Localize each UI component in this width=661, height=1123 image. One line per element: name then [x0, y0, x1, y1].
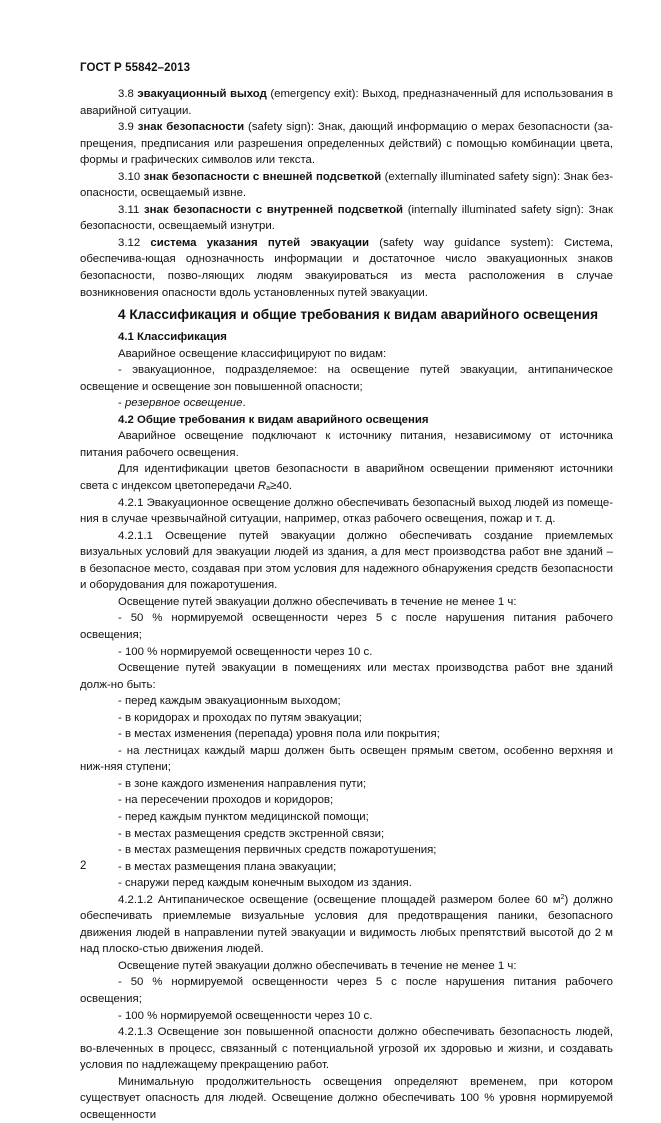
paragraph: Освещение путей эвакуации в помещениях или местах производства работ вне зданий долж-но быть:	[80, 662, 613, 691]
term-name: система указания путей эвакуации	[150, 236, 370, 249]
paragraph: Освещение путей эвакуации должно обеспечивать в течение не менее 1 ч:	[118, 959, 517, 972]
list-item: - 100 % нормируемой освещенности через 10 с.	[118, 1009, 373, 1022]
term-3-11: 3.11 знак безопасности с внутренней подсветкой (internally illuminated safety sign): Знак безопасности, освещаемый изнутри.	[80, 203, 614, 233]
list-item: - 50 % нормируемой освещенности через 5 с после нарушения питания рабочего освещения;	[80, 976, 613, 1005]
list-item: - снаружи перед каждым конечным выходом из здания.	[118, 877, 412, 890]
paragraph: Аварийное освещение подключают к источнику питания, независимому от источника питания рабочего освещения.	[80, 430, 613, 459]
list-item: - перед каждым эвакуационным выходом;	[118, 695, 341, 708]
term-3-12: 3.12 система указания путей эвакуации (safety way guidance system): Система, обеспечива-ющая однозначность информации и достаточное число эвакуационных знаков безопасности, позво-ляющих людям эвакуироваться из места расположения в случае возникновения опасности вдоль установленных путей эвакуации.	[80, 236, 614, 299]
clause-4-2-1: 4.2.1 Эвакуационное освещение должно обеспечивать безопасный выход людей из помеще-ния в случае чрезвычайной ситуации, например, отказ рабочего освещения, пожар и т. д.	[80, 496, 613, 526]
paragraph: Для идентификации цветов безопасности в аварийном освещении применяют источники света с индексом цветопередачи $R_a\ge 40$.	[80, 463, 613, 493]
term-name: знак безопасности с внешней подсветкой	[143, 170, 382, 183]
list-item: - в зоне каждого изменения направления пути;	[118, 777, 367, 790]
clause-4-2-1-2: 4.2.1.2 Антипаническое освещение (освещение площадей размером более 60 $м^2$) должно обеспечивать приемлемые визуальные условия для предотвращения паники, безопасного движения людей в направлении путей эвакуации и видимость любых препятствий высотой до 2 м над плоско-стью движения людей.	[80, 893, 613, 956]
term-3-9: 3.9 знак безопасности (safety sign): Знак, дающий информацию о мерах безопасности (за-прещения, предписания или разрешения определенных действий) с помощью комбинации цвета, формы и графических символов или текста.	[80, 121, 613, 167]
list-item: - в местах изменения (перепада) уровня пола или покрытия;	[118, 728, 440, 741]
term-3-10: 3.10 знак безопасности с внешней подсветкой (externally illuminated safety sign): Знак без-опасности, освещаемый извне.	[80, 170, 613, 200]
list-item: - эвакуационное, подразделяемое: на освещение путей эвакуации, антипаническое освещение и освещение зон повышенной опасности;	[80, 364, 613, 393]
list-item: - в местах размещения плана эвакуации;	[118, 860, 337, 873]
list-item: - резервное освещение.	[118, 397, 246, 410]
document-body	[80, 86, 613, 1123]
standard-id-header: ГОСТ Р 55842–2013	[80, 62, 191, 74]
term-name: знак безопасности	[137, 121, 245, 134]
term-name: эвакуационный выход	[137, 88, 267, 100]
page-number: 2	[80, 860, 87, 872]
list-item: - в местах размещения первичных средств пожаротушения;	[118, 844, 437, 857]
paragraph: Освещение путей эвакуации должно обеспечивать в течение не менее 1 ч:	[118, 595, 517, 608]
list-item: - на пересечении проходов и коридоров;	[118, 794, 334, 807]
list-item: - в местах размещения средств экстренной связи;	[118, 827, 385, 840]
section-4-heading: 4 Классификация и общие требования к видам аварийного освещения	[118, 307, 599, 323]
list-item: - 50 % нормируемой освещенности через 5 с после нарушения питания рабочего освещения;	[80, 612, 613, 641]
term-3-8: 3.8 эвакуационный выход (emergency exit): Выход, предназначенный для использования в аварийной ситуации.	[80, 88, 613, 117]
list-item: - 100 % нормируемой освещенности через 10 с.	[118, 645, 373, 658]
list-item: - в коридорах и проходах по путям эвакуации;	[118, 711, 362, 724]
clause-4-2-1-1: 4.2.1.1 Освещение путей эвакуации должно обеспечивать создание приемлемых визуальных условий для эвакуации людей из здания, а для мест производства работ вне зданий – в безопасное место, создавая при этом условия для надежного обнаружения средств безопасности и оборудования для пожаротушения.	[80, 529, 613, 592]
section-4-2-heading: 4.2 Общие требования к видам аварийного освещения	[118, 413, 429, 426]
term-name: знак безопасности с внутренней подсветкой	[144, 203, 404, 216]
list-item: - на лестницах каждый марш должен быть освещен прямым светом, особенно верхняя и ниж-няя ступени;	[80, 744, 613, 774]
paragraph: Минимальную продолжительность освещения определяют временем, при котором существует опасность для людей. Освещение должно обеспечивать 100 % уровня нормируемой освещенности	[80, 1075, 613, 1121]
section-4-1-heading: 4.1 Классификация	[118, 331, 227, 344]
paragraph: Аварийное освещение классифицируют по видам:	[118, 347, 387, 360]
list-item: - перед каждым пунктом медицинской помощи;	[118, 810, 369, 823]
clause-4-2-1-3: 4.2.1.3 Освещение зон повышенной опасности должно обеспечивать безопасность людей, во-влеченных в процесс, связанный с потенциальной угрозой их здоровью и жизни, и создавать условия по надлежащему прекращению работ.	[80, 1026, 613, 1072]
